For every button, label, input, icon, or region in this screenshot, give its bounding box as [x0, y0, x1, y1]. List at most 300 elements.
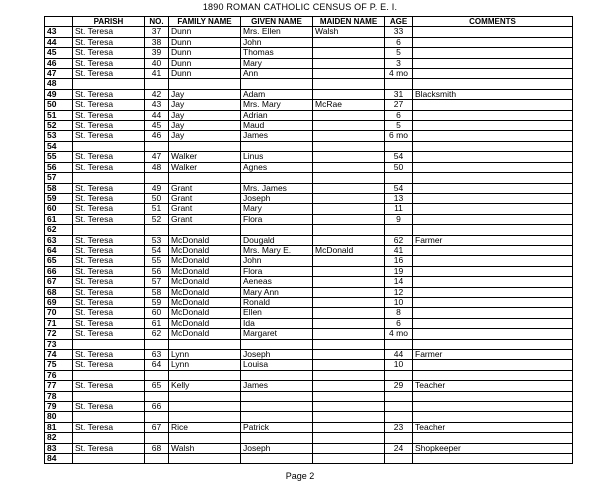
family-name-cell: Grant — [169, 193, 241, 203]
age-cell: 11 — [385, 204, 413, 214]
comments-cell — [413, 339, 573, 349]
row-number: 49 — [45, 89, 73, 99]
maiden-name-cell — [313, 402, 385, 412]
family-name-header: FAMILY NAME — [169, 17, 241, 27]
no-cell: 67 — [145, 422, 169, 432]
parish-cell: St. Teresa — [73, 131, 145, 141]
parish-cell: St. Teresa — [73, 58, 145, 68]
row-number: 57 — [45, 173, 73, 183]
family-name-cell: Walker — [169, 162, 241, 172]
no-cell: 51 — [145, 204, 169, 214]
no-cell: 37 — [145, 27, 169, 37]
family-name-cell: Walker — [169, 152, 241, 162]
age-cell: 6 — [385, 37, 413, 47]
age-cell — [385, 141, 413, 151]
comments-cell — [413, 256, 573, 266]
given-name-cell: Joseph — [241, 443, 313, 453]
comments-cell: Farmer — [413, 350, 573, 360]
given-name-cell: Aeneas — [241, 277, 313, 287]
maiden-name-cell — [313, 110, 385, 120]
parish-cell: St. Teresa — [73, 277, 145, 287]
given-name-cell: Ida — [241, 318, 313, 328]
family-name-cell: Jay — [169, 89, 241, 99]
row-number: 63 — [45, 235, 73, 245]
no-cell: 44 — [145, 110, 169, 120]
given-name-cell: Maud — [241, 121, 313, 131]
maiden-name-cell — [313, 443, 385, 453]
table-row — [45, 277, 573, 287]
given-name-cell — [241, 433, 313, 443]
comments-cell: Shopkeeper — [413, 443, 573, 453]
family-name-cell: Grant — [169, 214, 241, 224]
row-number: 60 — [45, 204, 73, 214]
comments-cell — [413, 297, 573, 307]
comments-cell — [413, 454, 573, 464]
age-cell: 6 — [385, 110, 413, 120]
given-name-cell: Mary — [241, 58, 313, 68]
table-row — [45, 183, 573, 193]
age-cell: 8 — [385, 308, 413, 318]
no-cell — [145, 79, 169, 89]
family-name-cell: Rice — [169, 422, 241, 432]
no-cell: 40 — [145, 58, 169, 68]
age-cell: 12 — [385, 287, 413, 297]
no-cell — [145, 454, 169, 464]
parish-cell — [73, 79, 145, 89]
row-number: 76 — [45, 370, 73, 380]
row-number: 75 — [45, 360, 73, 370]
table-row — [45, 162, 573, 172]
parish-cell — [73, 173, 145, 183]
comments-cell — [413, 58, 573, 68]
family-name-cell — [169, 433, 241, 443]
comments-cell — [413, 110, 573, 120]
given-name-cell: Mary Ann — [241, 287, 313, 297]
age-cell: 13 — [385, 193, 413, 203]
age-header: AGE — [385, 17, 413, 27]
no-cell: 49 — [145, 183, 169, 193]
maiden-name-cell — [313, 214, 385, 224]
given-name-cell: Mrs. Ellen — [241, 27, 313, 37]
table-row — [45, 89, 573, 99]
row-number: 79 — [45, 402, 73, 412]
table-row — [45, 121, 573, 131]
comments-cell — [413, 152, 573, 162]
maiden-name-cell — [313, 339, 385, 349]
parish-cell: St. Teresa — [73, 204, 145, 214]
parish-cell: St. Teresa — [73, 89, 145, 99]
given-name-cell — [241, 412, 313, 422]
comments-cell: Teacher — [413, 381, 573, 391]
row-number-header — [45, 17, 73, 27]
table-row — [45, 48, 573, 58]
maiden-name-cell — [313, 422, 385, 432]
parish-cell: St. Teresa — [73, 266, 145, 276]
age-cell: 10 — [385, 297, 413, 307]
family-name-cell — [169, 339, 241, 349]
age-cell: 27 — [385, 100, 413, 110]
family-name-cell: McDonald — [169, 329, 241, 339]
parish-cell: St. Teresa — [73, 110, 145, 120]
row-number: 45 — [45, 48, 73, 58]
no-cell: 61 — [145, 318, 169, 328]
parish-cell: St. Teresa — [73, 235, 145, 245]
table-row — [45, 173, 573, 183]
table-row — [45, 37, 573, 47]
comments-cell: Blacksmith — [413, 89, 573, 99]
age-cell: 54 — [385, 183, 413, 193]
comments-cell — [413, 318, 573, 328]
no-cell: 53 — [145, 235, 169, 245]
parish-cell: St. Teresa — [73, 162, 145, 172]
parish-cell: St. Teresa — [73, 360, 145, 370]
comments-cell — [413, 48, 573, 58]
age-cell — [385, 225, 413, 235]
maiden-name-cell — [313, 121, 385, 131]
given-name-header: GIVEN NAME — [241, 17, 313, 27]
maiden-name-cell — [313, 37, 385, 47]
parish-cell: St. Teresa — [73, 256, 145, 266]
row-number: 56 — [45, 162, 73, 172]
row-number: 54 — [45, 141, 73, 151]
age-cell: 6 — [385, 318, 413, 328]
comments-cell — [413, 266, 573, 276]
row-number: 83 — [45, 443, 73, 453]
row-number: 69 — [45, 297, 73, 307]
table-row — [45, 225, 573, 235]
row-number: 58 — [45, 183, 73, 193]
parish-cell: St. Teresa — [73, 100, 145, 110]
given-name-cell: Louisa — [241, 360, 313, 370]
census-body — [45, 27, 573, 464]
parish-cell — [73, 391, 145, 401]
row-number: 48 — [45, 79, 73, 89]
table-row — [45, 204, 573, 214]
age-cell — [385, 370, 413, 380]
age-cell: 29 — [385, 381, 413, 391]
row-number: 73 — [45, 339, 73, 349]
table-row — [45, 360, 573, 370]
family-name-cell: Lynn — [169, 350, 241, 360]
family-name-cell — [169, 391, 241, 401]
comments-cell — [413, 277, 573, 287]
parish-cell: St. Teresa — [73, 381, 145, 391]
row-number: 64 — [45, 245, 73, 255]
family-name-cell — [169, 141, 241, 151]
age-cell — [385, 173, 413, 183]
parish-cell: St. Teresa — [73, 308, 145, 318]
maiden-name-cell — [313, 79, 385, 89]
family-name-cell: McDonald — [169, 235, 241, 245]
family-name-cell: McDonald — [169, 266, 241, 276]
comments-cell — [413, 173, 573, 183]
parish-cell: St. Teresa — [73, 152, 145, 162]
no-cell: 68 — [145, 443, 169, 453]
comments-cell — [413, 308, 573, 318]
given-name-cell: Linus — [241, 152, 313, 162]
comments-cell — [413, 412, 573, 422]
row-number: 80 — [45, 412, 73, 422]
maiden-name-cell — [313, 454, 385, 464]
maiden-name-cell — [313, 225, 385, 235]
age-cell — [385, 433, 413, 443]
family-name-cell — [169, 173, 241, 183]
parish-cell: St. Teresa — [73, 69, 145, 79]
table-row — [45, 443, 573, 453]
given-name-cell — [241, 370, 313, 380]
row-number: 53 — [45, 131, 73, 141]
maiden-name-cell — [313, 152, 385, 162]
age-cell: 41 — [385, 245, 413, 255]
no-header: NO. — [145, 17, 169, 27]
maiden-name-cell — [313, 141, 385, 151]
table-row — [45, 370, 573, 380]
no-cell: 60 — [145, 308, 169, 318]
parish-cell — [73, 141, 145, 151]
age-cell: 33 — [385, 27, 413, 37]
age-cell: 3 — [385, 58, 413, 68]
row-number: 43 — [45, 27, 73, 37]
comments-cell — [413, 37, 573, 47]
maiden-name-cell — [313, 287, 385, 297]
maiden-name-cell: McRae — [313, 100, 385, 110]
header-row — [45, 17, 573, 27]
family-name-cell: Walsh — [169, 443, 241, 453]
parish-cell: St. Teresa — [73, 422, 145, 432]
family-name-cell: Dunn — [169, 69, 241, 79]
table-row — [45, 141, 573, 151]
row-number: 67 — [45, 277, 73, 287]
parish-cell: St. Teresa — [73, 350, 145, 360]
maiden-name-cell — [313, 256, 385, 266]
age-cell: 5 — [385, 48, 413, 58]
parish-cell: St. Teresa — [73, 121, 145, 131]
family-name-cell: Dunn — [169, 58, 241, 68]
maiden-name-cell — [313, 412, 385, 422]
row-number: 55 — [45, 152, 73, 162]
row-number: 70 — [45, 308, 73, 318]
maiden-name-cell — [313, 193, 385, 203]
given-name-cell: John — [241, 256, 313, 266]
comments-cell — [413, 433, 573, 443]
age-cell: 6 mo — [385, 131, 413, 141]
maiden-name-cell — [313, 235, 385, 245]
given-name-cell: Margaret — [241, 329, 313, 339]
given-name-cell: James — [241, 381, 313, 391]
no-cell: 45 — [145, 121, 169, 131]
no-cell — [145, 339, 169, 349]
family-name-cell: McDonald — [169, 297, 241, 307]
age-cell: 14 — [385, 277, 413, 287]
maiden-name-cell — [313, 277, 385, 287]
row-number: 59 — [45, 193, 73, 203]
age-cell: 4 mo — [385, 329, 413, 339]
row-number: 46 — [45, 58, 73, 68]
table-row — [45, 69, 573, 79]
table-row — [45, 245, 573, 255]
given-name-cell: Joseph — [241, 193, 313, 203]
maiden-name-cell — [313, 329, 385, 339]
comments-cell — [413, 121, 573, 131]
no-cell: 55 — [145, 256, 169, 266]
no-cell — [145, 433, 169, 443]
age-cell: 19 — [385, 266, 413, 276]
no-cell: 43 — [145, 100, 169, 110]
family-name-cell: Dunn — [169, 27, 241, 37]
maiden-name-cell: McDonald — [313, 245, 385, 255]
maiden-name-header: MAIDEN NAME — [313, 17, 385, 27]
parish-cell: St. Teresa — [73, 37, 145, 47]
table-row — [45, 412, 573, 422]
given-name-cell: Agnes — [241, 162, 313, 172]
comments-cell — [413, 329, 573, 339]
comments-cell — [413, 193, 573, 203]
comments-cell — [413, 245, 573, 255]
given-name-cell — [241, 225, 313, 235]
table-row — [45, 350, 573, 360]
parish-cell — [73, 339, 145, 349]
no-cell: 64 — [145, 360, 169, 370]
comments-cell: Farmer — [413, 235, 573, 245]
family-name-cell — [169, 370, 241, 380]
table-row — [45, 235, 573, 245]
table-row — [45, 266, 573, 276]
parish-cell: St. Teresa — [73, 287, 145, 297]
row-number: 65 — [45, 256, 73, 266]
no-cell — [145, 225, 169, 235]
no-cell: 65 — [145, 381, 169, 391]
given-name-cell — [241, 339, 313, 349]
table-row — [45, 329, 573, 339]
table-row — [45, 152, 573, 162]
census-table — [44, 16, 573, 464]
family-name-cell: Jay — [169, 121, 241, 131]
no-cell — [145, 412, 169, 422]
given-name-cell — [241, 391, 313, 401]
no-cell: 38 — [145, 37, 169, 47]
age-cell: 44 — [385, 350, 413, 360]
age-cell: 16 — [385, 256, 413, 266]
family-name-cell: McDonald — [169, 287, 241, 297]
row-number: 50 — [45, 100, 73, 110]
maiden-name-cell — [313, 297, 385, 307]
table-row — [45, 381, 573, 391]
maiden-name-cell — [313, 360, 385, 370]
given-name-cell: Adam — [241, 89, 313, 99]
comments-cell — [413, 79, 573, 89]
parish-cell: St. Teresa — [73, 48, 145, 58]
parish-cell — [73, 433, 145, 443]
row-number: 62 — [45, 225, 73, 235]
row-number: 74 — [45, 350, 73, 360]
given-name-cell: Adrian — [241, 110, 313, 120]
age-cell: 50 — [385, 162, 413, 172]
table-row — [45, 110, 573, 120]
table-row — [45, 454, 573, 464]
age-cell: 62 — [385, 235, 413, 245]
no-cell: 54 — [145, 245, 169, 255]
age-cell — [385, 339, 413, 349]
given-name-cell: John — [241, 37, 313, 47]
given-name-cell: James — [241, 131, 313, 141]
table-row — [45, 58, 573, 68]
row-number: 68 — [45, 287, 73, 297]
parish-cell: St. Teresa — [73, 214, 145, 224]
maiden-name-cell — [313, 183, 385, 193]
comments-header: COMMENTS — [413, 17, 573, 27]
no-cell: 63 — [145, 350, 169, 360]
comments-cell — [413, 131, 573, 141]
row-number: 51 — [45, 110, 73, 120]
given-name-cell: Ronald — [241, 297, 313, 307]
comments-cell — [413, 214, 573, 224]
family-name-cell: McDonald — [169, 308, 241, 318]
no-cell: 66 — [145, 402, 169, 412]
table-row — [45, 131, 573, 141]
maiden-name-cell — [313, 318, 385, 328]
parish-cell — [73, 225, 145, 235]
no-cell: 39 — [145, 48, 169, 58]
no-cell: 62 — [145, 329, 169, 339]
maiden-name-cell — [313, 69, 385, 79]
family-name-cell: McDonald — [169, 245, 241, 255]
parish-cell: St. Teresa — [73, 402, 145, 412]
parish-cell: St. Teresa — [73, 443, 145, 453]
parish-cell: St. Teresa — [73, 183, 145, 193]
comments-cell — [413, 100, 573, 110]
age-cell: 31 — [385, 89, 413, 99]
comments-cell — [413, 360, 573, 370]
table-row — [45, 100, 573, 110]
family-name-cell — [169, 412, 241, 422]
no-cell: 47 — [145, 152, 169, 162]
age-cell: 4 mo — [385, 69, 413, 79]
table-row — [45, 297, 573, 307]
parish-cell: St. Teresa — [73, 318, 145, 328]
table-row — [45, 402, 573, 412]
age-cell — [385, 79, 413, 89]
table-row — [45, 256, 573, 266]
family-name-cell: Kelly — [169, 381, 241, 391]
maiden-name-cell — [313, 433, 385, 443]
given-name-cell: Mrs. Mary E. — [241, 245, 313, 255]
family-name-cell: Lynn — [169, 360, 241, 370]
given-name-cell: Ann — [241, 69, 313, 79]
maiden-name-cell — [313, 266, 385, 276]
maiden-name-cell — [313, 48, 385, 58]
family-name-cell: Grant — [169, 204, 241, 214]
parish-cell: St. Teresa — [73, 297, 145, 307]
given-name-cell — [241, 402, 313, 412]
parish-cell: St. Teresa — [73, 245, 145, 255]
parish-cell: St. Teresa — [73, 193, 145, 203]
comments-cell — [413, 204, 573, 214]
row-number: 82 — [45, 433, 73, 443]
comments-cell — [413, 183, 573, 193]
no-cell: 42 — [145, 89, 169, 99]
row-number: 84 — [45, 454, 73, 464]
age-cell: 54 — [385, 152, 413, 162]
given-name-cell: Thomas — [241, 48, 313, 58]
row-number: 61 — [45, 214, 73, 224]
family-name-cell: Jay — [169, 131, 241, 141]
no-cell: 46 — [145, 131, 169, 141]
maiden-name-cell — [313, 308, 385, 318]
maiden-name-cell — [313, 173, 385, 183]
age-cell: 9 — [385, 214, 413, 224]
age-cell — [385, 412, 413, 422]
table-row — [45, 391, 573, 401]
